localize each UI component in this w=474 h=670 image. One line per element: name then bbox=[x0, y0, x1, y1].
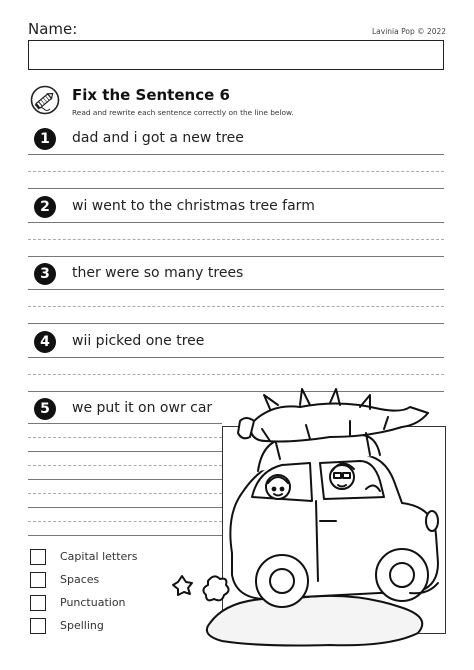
checklist-checkbox[interactable] bbox=[30, 595, 46, 611]
writing-line bbox=[28, 289, 444, 290]
writing-guide-line bbox=[28, 374, 444, 375]
sentence-number-badge: 1 bbox=[34, 128, 56, 150]
checklist-label: Spaces bbox=[60, 573, 100, 586]
writing-line bbox=[28, 222, 444, 223]
pencil-icon bbox=[30, 85, 60, 115]
checklist-label: Punctuation bbox=[60, 596, 126, 609]
checklist-checkbox[interactable] bbox=[30, 549, 46, 565]
sentence-text: we put it on owr car bbox=[72, 400, 213, 416]
checklist-checkbox[interactable] bbox=[30, 618, 46, 634]
sentence-number-badge: 2 bbox=[34, 196, 56, 218]
name-label: Name: bbox=[28, 20, 78, 38]
writing-guide-line bbox=[28, 306, 444, 307]
writing-line bbox=[28, 188, 444, 189]
writing-guide-line bbox=[28, 239, 444, 240]
sentence-text: wii picked one tree bbox=[72, 333, 205, 349]
writing-line bbox=[28, 154, 444, 155]
writing-line bbox=[28, 323, 444, 324]
worksheet-title: Fix the Sentence 6 bbox=[72, 86, 230, 104]
checklist-checkbox[interactable] bbox=[30, 572, 46, 588]
sentence-number-badge: 5 bbox=[34, 398, 56, 420]
writing-line bbox=[28, 357, 444, 358]
sentence-text: dad and i got a new tree bbox=[72, 130, 244, 146]
sentence-text: wi went to the christmas tree farm bbox=[72, 198, 315, 214]
sentence-number-badge: 4 bbox=[34, 331, 56, 353]
sentence-text: ther were so many trees bbox=[72, 265, 244, 281]
writing-guide-line bbox=[28, 171, 444, 172]
copyright-text: Lavinia Pop © 2022 bbox=[372, 27, 447, 36]
writing-line bbox=[28, 256, 444, 257]
sentence-number-badge: 3 bbox=[34, 263, 56, 285]
worksheet-instructions: Read and rewrite each sentence correctly on the line below. bbox=[72, 108, 294, 117]
name-input-box[interactable] bbox=[28, 40, 444, 70]
car-with-christmas-tree-illustration bbox=[170, 385, 450, 655]
checklist-label: Capital letters bbox=[60, 550, 138, 563]
checklist-label: Spelling bbox=[60, 619, 104, 632]
